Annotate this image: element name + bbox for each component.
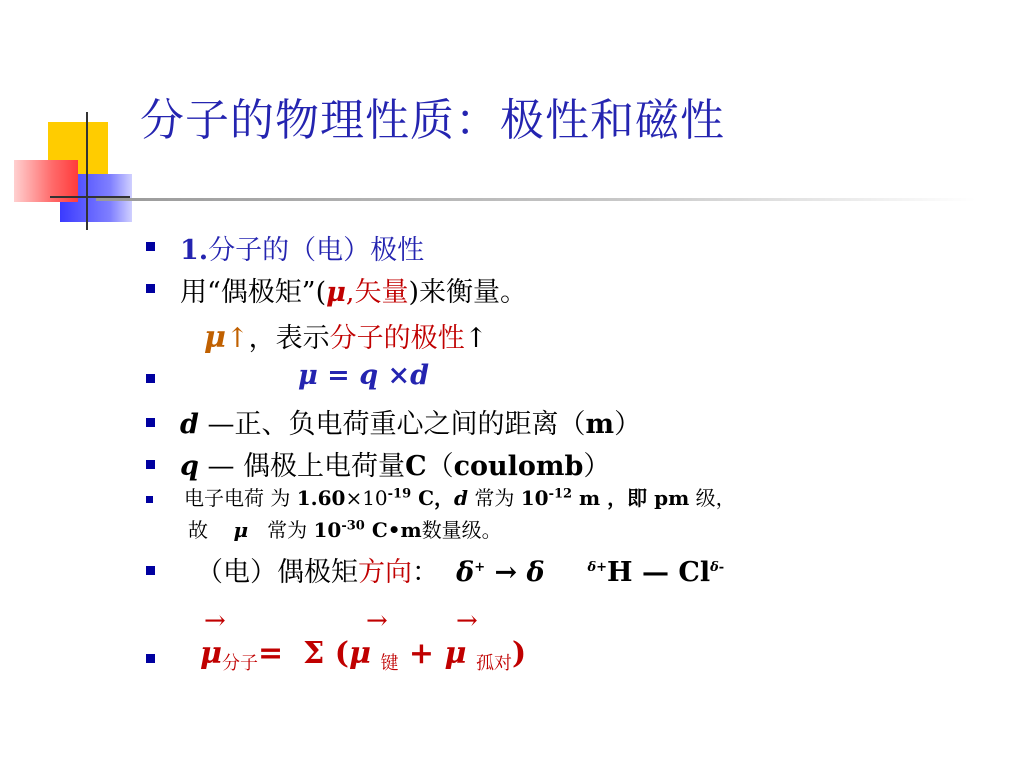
vector-arrow-3: → [456, 606, 478, 636]
dipole-sum-formula: $\mu_{分子}= \Sigma$ (μ $_键$ + μ $_{孤对}$) [200, 636, 527, 674]
line-9: （电）偶极矩方向： δ+ → δ $^{\delta+}$H — $Cl^{\delta-}$ [196, 557, 725, 588]
bullet-10 [146, 654, 155, 663]
vertical-line [86, 112, 88, 230]
line-8: 故 μ 常为 $10^{-30}$ C•m数量级。 [188, 518, 502, 542]
bullet-4 [146, 374, 155, 383]
line-7: 电子电荷 为 $1.60\times 10^{-19}$ C，d 常为 $10^{-12}$ m ，即 pm 级， [184, 486, 736, 510]
vector-arrow-2: → [366, 606, 388, 636]
bullet-9 [146, 566, 155, 575]
bullet-7 [146, 496, 153, 503]
line-3: μ↑，表示分子的极性↑ [204, 320, 488, 355]
line-2: 用“偶极矩”(μ,矢量)来衡量。 [180, 277, 528, 308]
dipole-formula: μ = q ×d [298, 360, 430, 391]
line-1: 1.分子的（电）极性 [180, 235, 425, 266]
bullet-2 [146, 284, 155, 293]
title-underline [96, 198, 976, 201]
bullet-5 [146, 418, 155, 427]
line-5: d —正、负电荷重心之间的距离（m） [180, 409, 642, 440]
vector-arrow-1: → [204, 606, 226, 636]
bullet-6 [146, 460, 155, 469]
line-6: q — 偶极上电荷量C（coulomb） [180, 451, 611, 482]
bullet-1 [146, 242, 155, 251]
slide-title: 分子的物理性质：极性和磁性 [140, 95, 725, 146]
